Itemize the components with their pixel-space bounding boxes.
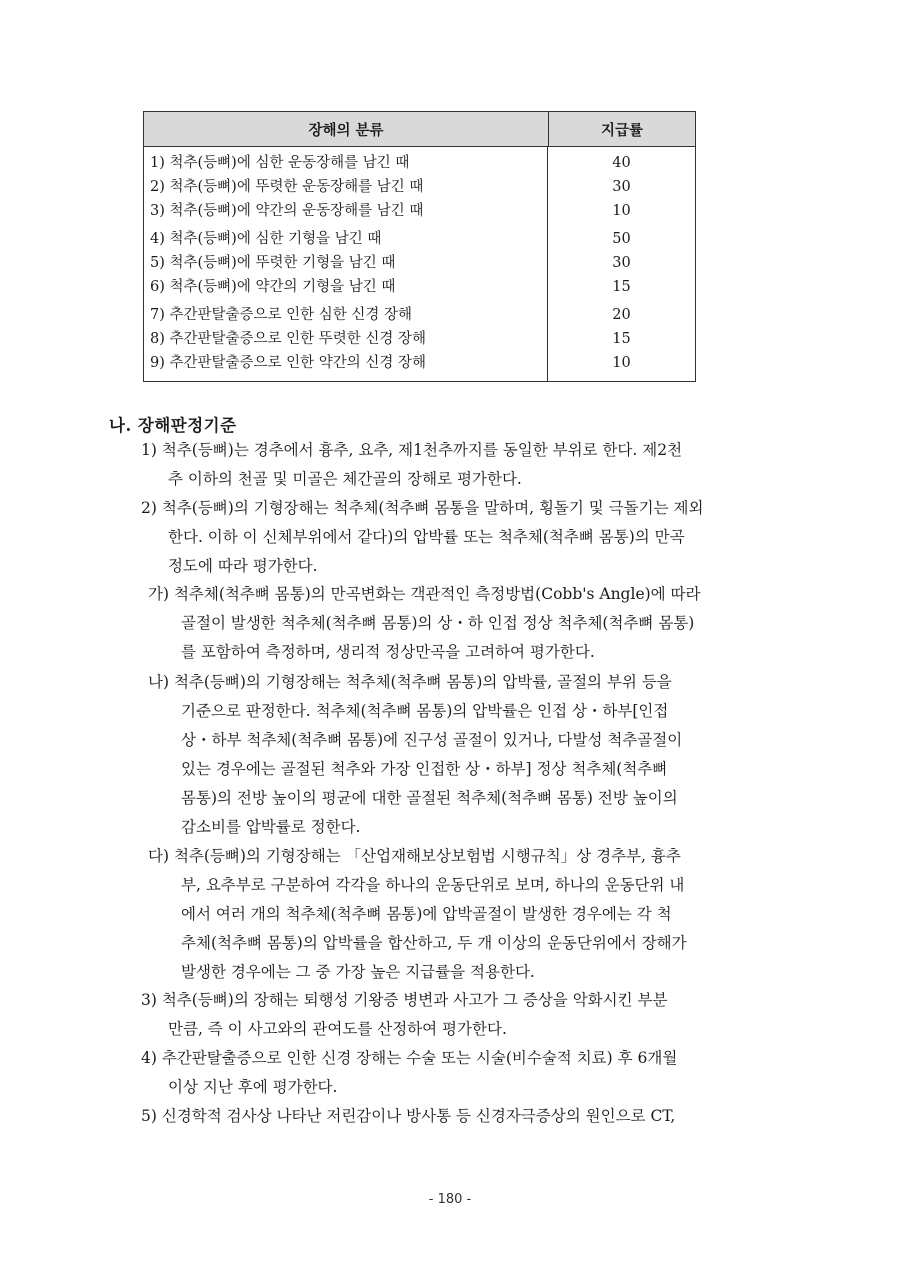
table-row-rate: 30 — [612, 179, 631, 195]
disability-rate-table — [143, 111, 696, 382]
criteria-subitem-na — [148, 668, 820, 842]
table-group-motion — [150, 151, 547, 223]
paragraph-line: 다) 척추(등뼈)의 기형장해는 「산업재해보상보험법 시행규칙」상 경추부, 흉추 — [148, 847, 681, 865]
criteria-item-1 — [141, 436, 821, 494]
criteria-subitem-ga — [148, 580, 820, 667]
criteria-item-2 — [141, 494, 821, 581]
table-group-nerve — [150, 303, 547, 375]
rate-column — [548, 147, 695, 381]
paragraph-line: 만큼, 즉 이 사고와의 관여도를 산정하여 평가한다. — [168, 1020, 507, 1038]
paragraph-line: 가) 척추체(척추뼈 몸통)의 만곡변화는 객관적인 측정방법(Cobb's Angle)에 따라 — [148, 585, 701, 603]
table-group-deformity — [150, 227, 547, 299]
criteria-item-4 — [141, 1044, 821, 1102]
criteria-subitem-da — [148, 842, 820, 987]
paragraph-line: 를 포함하여 측정하며, 생리적 정상만곡을 고려하여 평가한다. — [181, 643, 595, 661]
paragraph-line: 2) 척추(등뼈)의 기형장해는 척추체(척추뼈 몸통을 말하며, 횡돌기 및 극돌기는 제외 — [141, 499, 704, 517]
paragraph-line: 감소비를 압박률로 정한다. — [181, 818, 361, 836]
table-row-label: 2) 척추(등뼈)에 뚜렷한 운동장해를 남긴 때 — [150, 179, 424, 195]
paragraph-line: 정도에 따라 평가한다. — [168, 557, 318, 575]
table-body — [144, 147, 695, 381]
table-row-rate: 10 — [612, 355, 631, 371]
table-row-rate: 10 — [612, 203, 631, 219]
table-row-rate: 20 — [612, 307, 631, 323]
table-row-rate: 40 — [612, 155, 631, 171]
paragraph-line: 부, 요추부로 구분하여 각각을 하나의 운동단위로 보며, 하나의 운동단위 내 — [181, 876, 685, 894]
table-row-label: 4) 척추(등뼈)에 심한 기형을 남긴 때 — [150, 231, 382, 247]
table-row-rate: 50 — [612, 231, 631, 247]
category-column — [144, 147, 548, 381]
criteria-item-5 — [141, 1102, 821, 1131]
paragraph-line: 나) 척추(등뼈)의 기형장해는 척추체(척추뼈 몸통)의 압박률, 골절의 부위 등을 — [148, 673, 672, 691]
page-number: - 180 - — [428, 1192, 472, 1207]
paragraph-line: 발생한 경우에는 그 중 가장 높은 지급률을 적용한다. — [181, 963, 535, 981]
table-row-rate: 15 — [612, 331, 631, 347]
table-header — [144, 112, 695, 147]
paragraph-line: 있는 경우에는 골절된 척추와 가장 인접한 상・하부] 정상 척추체(척추뼈 — [181, 760, 668, 778]
paragraph-line: 3) 척추(등뼈)의 장해는 퇴행성 기왕증 병변과 사고가 그 증상을 악화시킨 부분 — [141, 991, 668, 1009]
table-row-rate: 30 — [612, 255, 631, 271]
table-row-label: 1) 척추(등뼈)에 심한 운동장해를 남긴 때 — [150, 155, 410, 171]
table-row-label: 6) 척추(등뼈)에 약간의 기형을 남긴 때 — [150, 279, 396, 295]
paragraph-line: 5) 신경학적 검사상 나타난 저린감이나 방사통 등 신경자극증상의 원인으로 CT, — [141, 1107, 676, 1125]
paragraph-line: 한다. 이하 이 신체부위에서 같다)의 압박률 또는 척추체(척추뼈 몸통)의 만곡 — [168, 528, 685, 546]
header-rate: 지급률 — [600, 121, 644, 139]
paragraph-line: 이상 지난 후에 평가한다. — [168, 1078, 338, 1096]
paragraph-line: 1) 척추(등뼈)는 경추에서 흉추, 요추, 제1천추까지를 동일한 부위로 한다. 제2천 — [141, 441, 683, 459]
criteria-item-3 — [141, 986, 821, 1044]
paragraph-line: 추체(척추뼈 몸통)의 압박률을 합산하고, 두 개 이상의 운동단위에서 장해가 — [181, 934, 687, 952]
table-row-label: 5) 척추(등뼈)에 뚜렷한 기형을 남긴 때 — [150, 255, 396, 271]
table-row-label: 7) 추간판탈출증으로 인한 심한 신경 장해 — [150, 307, 413, 323]
paragraph-line: 골절이 발생한 척추체(척추뼈 몸통)의 상・하 인접 정상 척추체(척추뼈 몸통) — [181, 614, 695, 632]
paragraph-line: 몸통)의 전방 높이의 평균에 대한 골절된 척추체(척추뼈 몸통) 전방 높이의 — [181, 789, 678, 807]
paragraph-line: 4) 추간판탈출증으로 인한 신경 장해는 수술 또는 시술(비수술적 치료) 후 6개월 — [141, 1049, 678, 1067]
table-row-label: 9) 추간판탈출증으로 인한 약간의 신경 장해 — [150, 355, 427, 371]
paragraph-line: 에서 여러 개의 척추체(척추뼈 몸통)에 압박골절이 발생한 경우에는 각 척 — [181, 905, 672, 923]
paragraph-line: 추 이하의 천골 및 미골은 체간골의 장해로 평가한다. — [168, 470, 522, 488]
table-row-label: 3) 척추(등뼈)에 약간의 운동장해를 남긴 때 — [150, 203, 424, 219]
rate-group — [548, 303, 695, 375]
paragraph-line: 기준으로 판정한다. 척추체(척추뼈 몸통)의 압박률은 인접 상・하부[인접 — [181, 702, 669, 720]
section-title: 나. 장해판정기준 — [109, 416, 237, 435]
rate-group — [548, 151, 695, 223]
paragraph-line: 상・하부 척추체(척추뼈 몸통)에 진구성 골절이 있거나, 다발성 척추골절이 — [181, 731, 683, 749]
table-row-rate: 15 — [612, 279, 631, 295]
table-row-label: 8) 추간판탈출증으로 인한 뚜렷한 신경 장해 — [150, 331, 427, 347]
rate-group — [548, 227, 695, 299]
header-category: 장해의 분류 — [144, 112, 549, 146]
